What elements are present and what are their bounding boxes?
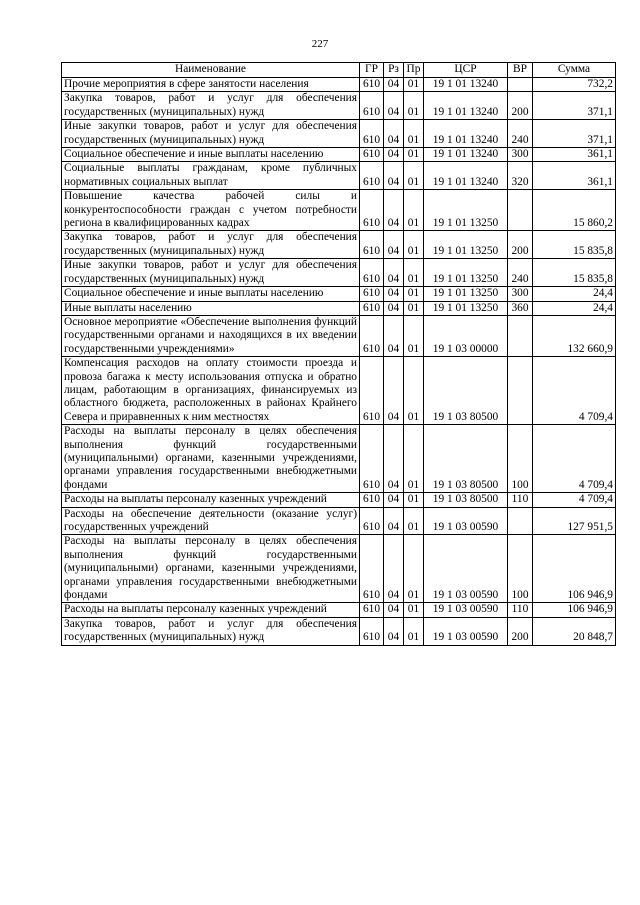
cell-rz: 04 — [384, 315, 404, 356]
cell-rz: 04 — [384, 535, 404, 603]
cell-rz: 04 — [384, 287, 404, 301]
table-row — [62, 190, 616, 231]
cell-pr: 01 — [404, 120, 424, 148]
cell-gr: 610 — [360, 190, 384, 231]
cell-pr: 01 — [404, 493, 424, 507]
cell-name: Иные закупки товаров, работ и услуг для обеспечения государственных (муниципальных) нужд — [62, 259, 360, 287]
cell-gr: 610 — [360, 535, 384, 603]
cell-pr: 01 — [404, 78, 424, 92]
cell-csr: 19 1 01 13250 — [424, 190, 508, 231]
cell-rz: 04 — [384, 120, 404, 148]
cell-name: Основное мероприятие «Обеспечение выполнения функций государственными органами и находящихся в их введении государственными учреждениями» — [62, 315, 360, 356]
cell-sum: 106 946,9 — [533, 603, 616, 617]
cell-gr: 610 — [360, 507, 384, 535]
cell-csr: 19 1 03 00590 — [424, 617, 508, 645]
cell-rz: 04 — [384, 148, 404, 162]
cell-vr — [508, 315, 533, 356]
cell-name: Расходы на выплаты персоналу в целях обеспечения выполнения функций государственными (муниципальными) органами, казенными учреждениями, органами управления государственными внебюджетными фондами — [62, 425, 360, 493]
cell-gr: 610 — [360, 92, 384, 120]
table-row — [62, 507, 616, 535]
cell-name: Социальное обеспечение и иные выплаты населению — [62, 148, 360, 162]
cell-name: Расходы на выплаты персоналу в целях обеспечения выполнения функций государственными (муниципальными) органами, казенными учреждениями, органами управления государственными внебюджетными фондами — [62, 535, 360, 603]
cell-rz: 04 — [384, 162, 404, 190]
cell-sum: 732,2 — [533, 78, 616, 92]
cell-csr: 19 1 01 13250 — [424, 231, 508, 259]
cell-csr: 19 1 01 13250 — [424, 301, 508, 315]
table-row — [62, 535, 616, 603]
cell-vr: 110 — [508, 603, 533, 617]
cell-vr — [508, 507, 533, 535]
table-row — [62, 287, 616, 301]
cell-pr: 01 — [404, 357, 424, 425]
cell-sum: 132 660,9 — [533, 315, 616, 356]
header-name: Наименование — [62, 63, 360, 78]
cell-csr: 19 1 03 80500 — [424, 425, 508, 493]
table-row — [62, 231, 616, 259]
cell-pr: 01 — [404, 92, 424, 120]
header-rz: Рз — [384, 63, 404, 78]
cell-pr: 01 — [404, 535, 424, 603]
page-number: 227 — [311, 38, 329, 50]
cell-vr — [508, 190, 533, 231]
cell-sum: 371,1 — [533, 92, 616, 120]
table-row — [62, 120, 616, 148]
cell-csr: 19 1 01 13240 — [424, 120, 508, 148]
cell-vr: 200 — [508, 617, 533, 645]
cell-rz: 04 — [384, 78, 404, 92]
cell-rz: 04 — [384, 190, 404, 231]
cell-gr: 610 — [360, 603, 384, 617]
cell-rz: 04 — [384, 617, 404, 645]
cell-csr: 19 1 03 00000 — [424, 315, 508, 356]
cell-pr: 01 — [404, 162, 424, 190]
budget-table — [61, 62, 616, 646]
cell-sum: 127 951,5 — [533, 507, 616, 535]
table-row — [62, 617, 616, 645]
cell-gr: 610 — [360, 493, 384, 507]
cell-gr: 610 — [360, 425, 384, 493]
cell-name: Иные выплаты населению — [62, 301, 360, 315]
header-csr: ЦСР — [424, 63, 508, 78]
cell-sum: 4 709,4 — [533, 425, 616, 493]
header-gr: ГР — [360, 63, 384, 78]
table-row — [62, 92, 616, 120]
cell-csr: 19 1 01 13240 — [424, 162, 508, 190]
cell-csr: 19 1 01 13240 — [424, 78, 508, 92]
cell-vr: 320 — [508, 162, 533, 190]
cell-vr — [508, 357, 533, 425]
cell-csr: 19 1 03 00590 — [424, 603, 508, 617]
table-row — [62, 603, 616, 617]
cell-rz: 04 — [384, 231, 404, 259]
table-row — [62, 357, 616, 425]
cell-sum: 24,4 — [533, 287, 616, 301]
cell-name: Закупка товаров, работ и услуг для обеспечения государственных (муниципальных) нужд — [62, 92, 360, 120]
cell-rz: 04 — [384, 425, 404, 493]
cell-gr: 610 — [360, 315, 384, 356]
header-vr: ВР — [508, 63, 533, 78]
cell-vr: 240 — [508, 120, 533, 148]
cell-gr: 610 — [360, 259, 384, 287]
header-pr: Пр — [404, 63, 424, 78]
cell-pr: 01 — [404, 425, 424, 493]
cell-pr: 01 — [404, 315, 424, 356]
cell-pr: 01 — [404, 231, 424, 259]
cell-csr: 19 1 01 13240 — [424, 92, 508, 120]
cell-name: Расходы на выплаты персоналу казенных учреждений — [62, 493, 360, 507]
cell-gr: 610 — [360, 301, 384, 315]
cell-pr: 01 — [404, 148, 424, 162]
cell-pr: 01 — [404, 617, 424, 645]
cell-name: Повышение качества рабочей силы и конкурентоспособности граждан с учетом потребности региона в квалифицированных кадрах — [62, 190, 360, 231]
cell-rz: 04 — [384, 507, 404, 535]
cell-sum: 20 848,7 — [533, 617, 616, 645]
cell-csr: 19 1 01 13250 — [424, 287, 508, 301]
cell-sum: 15 860,2 — [533, 190, 616, 231]
cell-gr: 610 — [360, 148, 384, 162]
cell-sum: 4 709,4 — [533, 493, 616, 507]
table-row — [62, 259, 616, 287]
cell-vr: 100 — [508, 535, 533, 603]
cell-sum: 15 835,8 — [533, 259, 616, 287]
cell-vr: 240 — [508, 259, 533, 287]
cell-sum: 15 835,8 — [533, 231, 616, 259]
table-row — [62, 78, 616, 92]
cell-name: Иные закупки товаров, работ и услуг для обеспечения государственных (муниципальных) нужд — [62, 120, 360, 148]
cell-sum: 4 709,4 — [533, 357, 616, 425]
cell-name: Компенсация расходов на оплату стоимости проезда и провоза багажа к месту использования отпуска и обратно лицам, работающим в организациях, финансируемых из областного бюджета, расположенных в районах Крайнего Севера и приравненных к ним местностях — [62, 357, 360, 425]
cell-name: Прочие мероприятия в сфере занятости населения — [62, 78, 360, 92]
cell-pr: 01 — [404, 259, 424, 287]
cell-pr: 01 — [404, 603, 424, 617]
cell-csr: 19 1 03 00590 — [424, 507, 508, 535]
cell-vr: 100 — [508, 425, 533, 493]
cell-name: Социальные выплаты гражданам, кроме публичных нормативных социальных выплат — [62, 162, 360, 190]
table-row — [62, 148, 616, 162]
cell-rz: 04 — [384, 259, 404, 287]
cell-vr — [508, 78, 533, 92]
cell-vr: 300 — [508, 287, 533, 301]
cell-gr: 610 — [360, 78, 384, 92]
cell-csr: 19 1 01 13240 — [424, 148, 508, 162]
cell-vr: 360 — [508, 301, 533, 315]
cell-name: Социальное обеспечение и иные выплаты населению — [62, 287, 360, 301]
cell-rz: 04 — [384, 301, 404, 315]
cell-vr: 200 — [508, 231, 533, 259]
cell-vr: 110 — [508, 493, 533, 507]
cell-vr: 300 — [508, 148, 533, 162]
cell-gr: 610 — [360, 357, 384, 425]
cell-name: Расходы на обеспечение деятельности (оказание услуг) государственных учреждений — [62, 507, 360, 535]
cell-gr: 610 — [360, 120, 384, 148]
cell-vr: 200 — [508, 92, 533, 120]
table-row — [62, 493, 616, 507]
cell-sum: 24,4 — [533, 301, 616, 315]
cell-sum: 361,1 — [533, 162, 616, 190]
table-row — [62, 315, 616, 356]
cell-sum: 106 946,9 — [533, 535, 616, 603]
cell-csr: 19 1 03 00590 — [424, 535, 508, 603]
cell-pr: 01 — [404, 190, 424, 231]
cell-csr: 19 1 01 13250 — [424, 259, 508, 287]
cell-rz: 04 — [384, 493, 404, 507]
cell-csr: 19 1 03 80500 — [424, 493, 508, 507]
cell-pr: 01 — [404, 287, 424, 301]
table-header-row — [62, 63, 616, 78]
cell-sum: 371,1 — [533, 120, 616, 148]
cell-pr: 01 — [404, 507, 424, 535]
cell-name: Закупка товаров, работ и услуг для обеспечения государственных (муниципальных) нужд — [62, 617, 360, 645]
cell-sum: 361,1 — [533, 148, 616, 162]
cell-name: Закупка товаров, работ и услуг для обеспечения государственных (муниципальных) нужд — [62, 231, 360, 259]
cell-gr: 610 — [360, 231, 384, 259]
cell-name: Расходы на выплаты персоналу казенных учреждений — [62, 603, 360, 617]
cell-gr: 610 — [360, 287, 384, 301]
cell-gr: 610 — [360, 617, 384, 645]
cell-rz: 04 — [384, 92, 404, 120]
table-row — [62, 162, 616, 190]
cell-gr: 610 — [360, 162, 384, 190]
cell-pr: 01 — [404, 301, 424, 315]
cell-csr: 19 1 03 80500 — [424, 357, 508, 425]
cell-rz: 04 — [384, 357, 404, 425]
cell-rz: 04 — [384, 603, 404, 617]
table-row — [62, 425, 616, 493]
table-row — [62, 301, 616, 315]
header-sum: Сумма — [533, 63, 616, 78]
